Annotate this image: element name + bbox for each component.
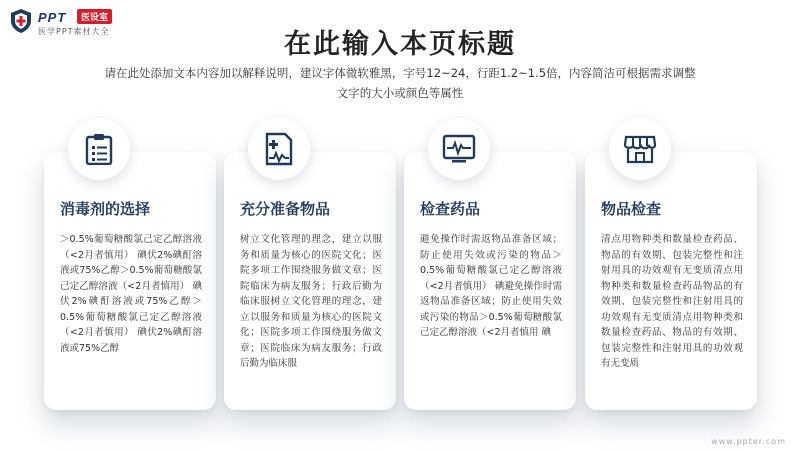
card-icon-badge [248, 118, 310, 180]
card-title: 物品检查 [601, 200, 662, 218]
card-icon-badge [609, 118, 671, 180]
card-title: 充分准备物品 [240, 200, 331, 218]
card-text: 清点用物种类和数量检查药品、物品的有效期、包装完整性和注射用具的功效观有无变质清点用物种类和数量检查药品物品的有效期、包装完整性和注射用具的功效观有无变质清点用物种类和数量检查药品、物品的有效期、包装完整性和注射用具的功效观有无变质 [601, 234, 743, 369]
card-preparation [224, 152, 396, 410]
card-text: 树立文化管理的理念，建立以服务和质量为核心的医院文化；医院多项工作围绕服务做文章；医院临床为病友服务；行政后勤为临床服树立文化管理的理念，建立以服务和质量为核心的医院文化；医院多项工作围绕服务做文章；医院临床为病友服务；行政后勤为临床服 [240, 234, 382, 369]
page-title: 在此输入本页标题 [284, 29, 516, 60]
heart-monitor-icon [442, 134, 476, 164]
storefront-icon [623, 134, 657, 164]
footer-url: www.ppter.com [711, 437, 786, 446]
logo-brand-text: PPT [38, 10, 67, 25]
card-icon-badge [428, 118, 490, 180]
logo-tag: 医设室 [77, 9, 112, 24]
card-item-check [585, 152, 757, 410]
card-icon-badge [68, 118, 130, 180]
card-disinfectant [44, 152, 216, 410]
clipboard-list-icon [84, 133, 114, 165]
medical-report-icon [263, 132, 295, 166]
card-text: 避免操作时需返物品准备区域；防止使用失效或污染的物品＞0.5%葡萄糖酸氯己定乙醇溶液（<2月者慎用） 碘避免操作时需返物品准备区域；防止使用失效或污染的物品＞0.5%葡萄糖酸氯己定乙醇溶液（<2月者慎用 碘 [420, 234, 562, 338]
page-description: 请在此处添加文本内容加以解释说明，建议字体微软雅黑，字号12~24，行距1.2~1.5倍，内容简洁可根据需求调整文字的大小或颜色等属性 [104, 66, 696, 100]
card-check-drugs [404, 152, 576, 410]
card-title: 检查药品 [420, 200, 481, 218]
card-text: ＞0.5%葡萄糖酸氯己定乙醇溶液（<2月者慎用） 碘伏2%碘酊溶液或75%乙醇＞0.5%葡萄糖酸氯己定乙醇溶液（<2月者慎用） 碘伏2%碘酊溶液或75%乙醇＞0.5%葡萄糖酸氯己定乙醇溶液（<2月者慎用） 碘伏2%碘酊溶液或75%乙醇 [60, 234, 202, 354]
card-title: 消毒剂的选择 [60, 200, 151, 218]
logo-subtitle: 医学PPT素材大全 [38, 27, 110, 36]
